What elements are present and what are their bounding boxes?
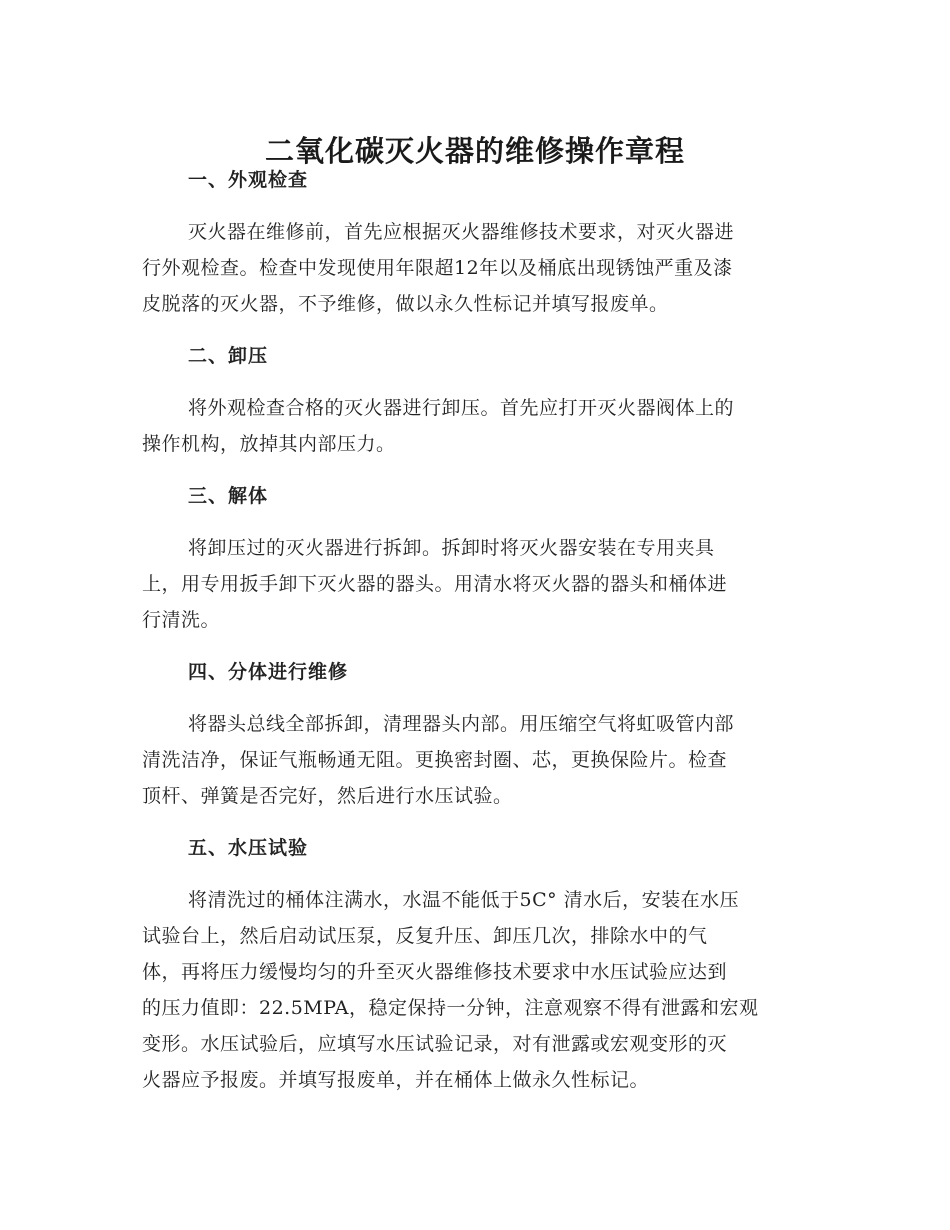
- paragraph-line: 将清洗过的桶体注满水，水温不能低于5C° 清水后，安装在水压: [188, 889, 740, 911]
- paragraph-line: 的压力值即：22.5MPA，稳定保持一分钟，注意观察不得有泄露和宏观: [142, 997, 759, 1019]
- paragraph-line: 顶杆、弹簧是否完好，然后进行水压试验。: [142, 785, 513, 807]
- paragraph-line: 皮脱落的灭火器，不予维修，做以永久性标记并填写报废单。: [142, 293, 669, 315]
- paragraph-line: 清洗洁净，保证气瓶畅通无阻。更换密封圈、芯，更换保险片。检查: [142, 749, 728, 771]
- paragraph-line: 操作机构，放掉其内部压力。: [142, 433, 396, 455]
- section-heading-pressure-release: 二、卸压: [188, 345, 269, 367]
- section-heading-disassembly: 三、解体: [188, 485, 269, 507]
- paragraph-line: 行清洗。: [142, 609, 221, 631]
- document-body: [142, 162, 808, 1098]
- paragraph-line: 试验台上，然后启动试压泵，反复升压、卸压几次，排除水中的气: [142, 925, 708, 947]
- section-paragraph-appearance-check: [142, 214, 808, 322]
- document-title: 二氧化碳灭火器的维修操作章程: [264, 134, 685, 169]
- section-paragraph-component-repair: [142, 706, 808, 814]
- paragraph-line: 体，再将压力缓慢均匀的升至灭火器维修技术要求中水压试验应达到: [142, 961, 728, 983]
- section-heading-hydraulic-test: 五、水压试验: [188, 837, 309, 859]
- section-paragraph-hydraulic-test: [142, 882, 808, 1098]
- section-heading-component-repair: 四、分体进行维修: [188, 661, 349, 683]
- paragraph-line: 变形。水压试验后，应填写水压试验记录，对有泄露或宏观变形的灭: [142, 1033, 728, 1055]
- paragraph-line: 将器头总线全部拆卸，清理器头内部。用压缩空气将虹吸管内部: [188, 713, 735, 735]
- paragraph-line: 火器应予报废。并填写报废单，并在桶体上做永久性标记。: [142, 1069, 650, 1091]
- paragraph-line: 灭火器在维修前，首先应根据灭火器维修技术要求，对灭火器进: [188, 221, 735, 243]
- section-heading-appearance-check: 一、外观检查: [188, 169, 309, 191]
- paragraph-line: 行外观检查。检查中发现使用年限超12年以及桶底出现锈蚀严重及漆: [142, 257, 733, 279]
- paragraph-line: 上，用专用扳手卸下灭火器的器头。用清水将灭火器的器头和桶体进: [142, 573, 728, 595]
- paragraph-line: 将外观检查合格的灭火器进行卸压。首先应打开灭火器阀体上的: [188, 397, 735, 419]
- section-paragraph-pressure-release: [142, 390, 808, 462]
- paragraph-line: 将卸压过的灭火器进行拆卸。拆卸时将灭火器安装在专用夹具: [188, 537, 715, 559]
- section-paragraph-disassembly: [142, 530, 808, 638]
